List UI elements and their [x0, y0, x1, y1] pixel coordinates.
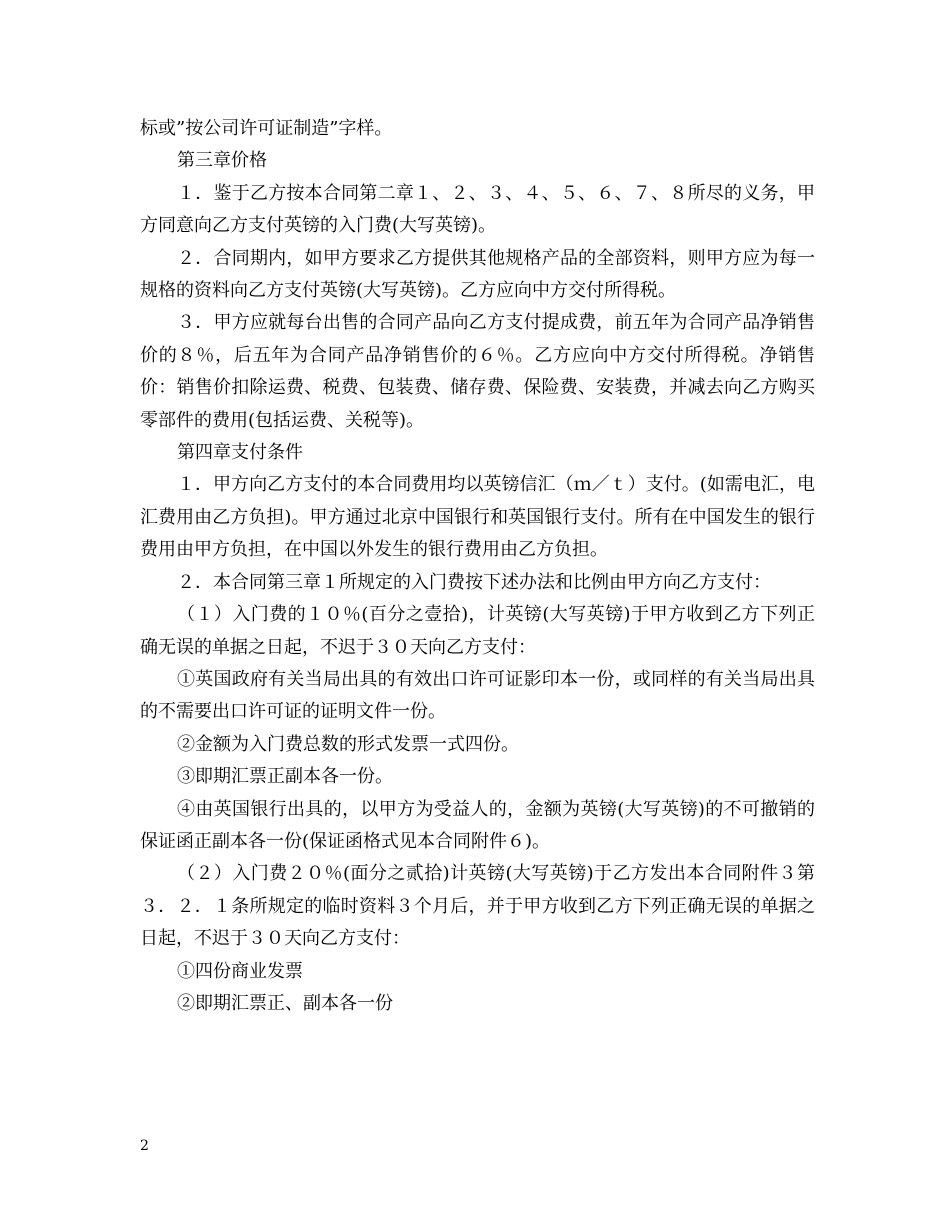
- list-item-sight-draft: ③即期汇票正副本各一份。: [177, 766, 393, 788]
- paragraph-3-1: １．鉴于乙方按本合同第二章１、２、３、４、５、６、７、８所尽的义务，甲方同意向乙方支付英镑的入门费(大写英镑)。: [140, 182, 815, 237]
- paragraph-1: 标或”按公司许可证制造”字样。: [140, 118, 393, 139]
- list-item-proforma-invoice: ②金额为入门费总数的形式发票一式四份。: [177, 733, 519, 755]
- page-number: 2: [140, 1138, 149, 1154]
- list-item-guarantee-letter: ④由英国银行出具的，以甲方为受益人的，金额为英镑(大写英镑)的不可撤销的保证函正副本各一份(保证函格式见本合同附件６)。: [140, 798, 815, 852]
- chapter-4-heading: 第四章支付条件: [177, 442, 303, 464]
- paragraph-4-1: １．甲方向乙方支付的本合同费用均以英镑信汇（ｍ／ｔ）支付。(如需电汇，电汇费用由乙方负担)。甲方通过北京中国银行和英国银行支付。所有在中国发生的银行费用由甲方负担，在中国以外发生的银行费用由乙方负担。: [140, 474, 815, 561]
- list-item-sight-draft-copies: ②即期汇票正、副本各一份: [177, 992, 393, 1014]
- list-item-commercial-invoice: ①四份商业发票: [177, 960, 303, 982]
- paragraph-4-2-1: （１）入门费的１０％(百分之壹拾)，计英镑(大写英镑)于甲方收到乙方下列正确无误的单据之日起，不迟于３０天向乙方支付：: [140, 604, 815, 658]
- document-body: [140, 113, 815, 1020]
- paragraph-4-2-2: （２）入门费２０％(面分之贰拾)计英镑(大写英镑)于乙方发出本合同附件３第３．２．１条所规定的临时资料３个月后，并于甲方收到乙方下列正确无误的单据之日起，不迟于３０天向乙方支付：: [140, 863, 815, 950]
- paragraph-3-2: ２．合同期内，如甲方要求乙方提供其他规格产品的全部资料，则甲方应为每一规格的资料向乙方支付英镑(大写英镑)。乙方应向中方交付所得税。: [140, 247, 815, 302]
- list-item-export-license: ①英国政府有关当局出具的有效出口许可证影印本一份，或同样的有关当局出具的不需要出口许可证的证明文件一份。: [140, 668, 815, 723]
- paragraph-4-2: ２．本合同第三章１所规定的入门费按下述办法和比例由甲方向乙方支付：: [177, 571, 771, 593]
- paragraph-3-3: ３．甲方应就每台出售的合同产品向乙方支付提成费，前五年为合同产品净销售价的８％，后五年为合同产品净销售价的６％。乙方应向中方交付所得税。净销售价：销售价扣除运费、税费、包装费、储存费、保险费、安装费，并减去向乙方购买零部件的费用(包括运费、关税等)。: [140, 312, 815, 431]
- chapter-3-heading: 第三章价格: [177, 150, 267, 172]
